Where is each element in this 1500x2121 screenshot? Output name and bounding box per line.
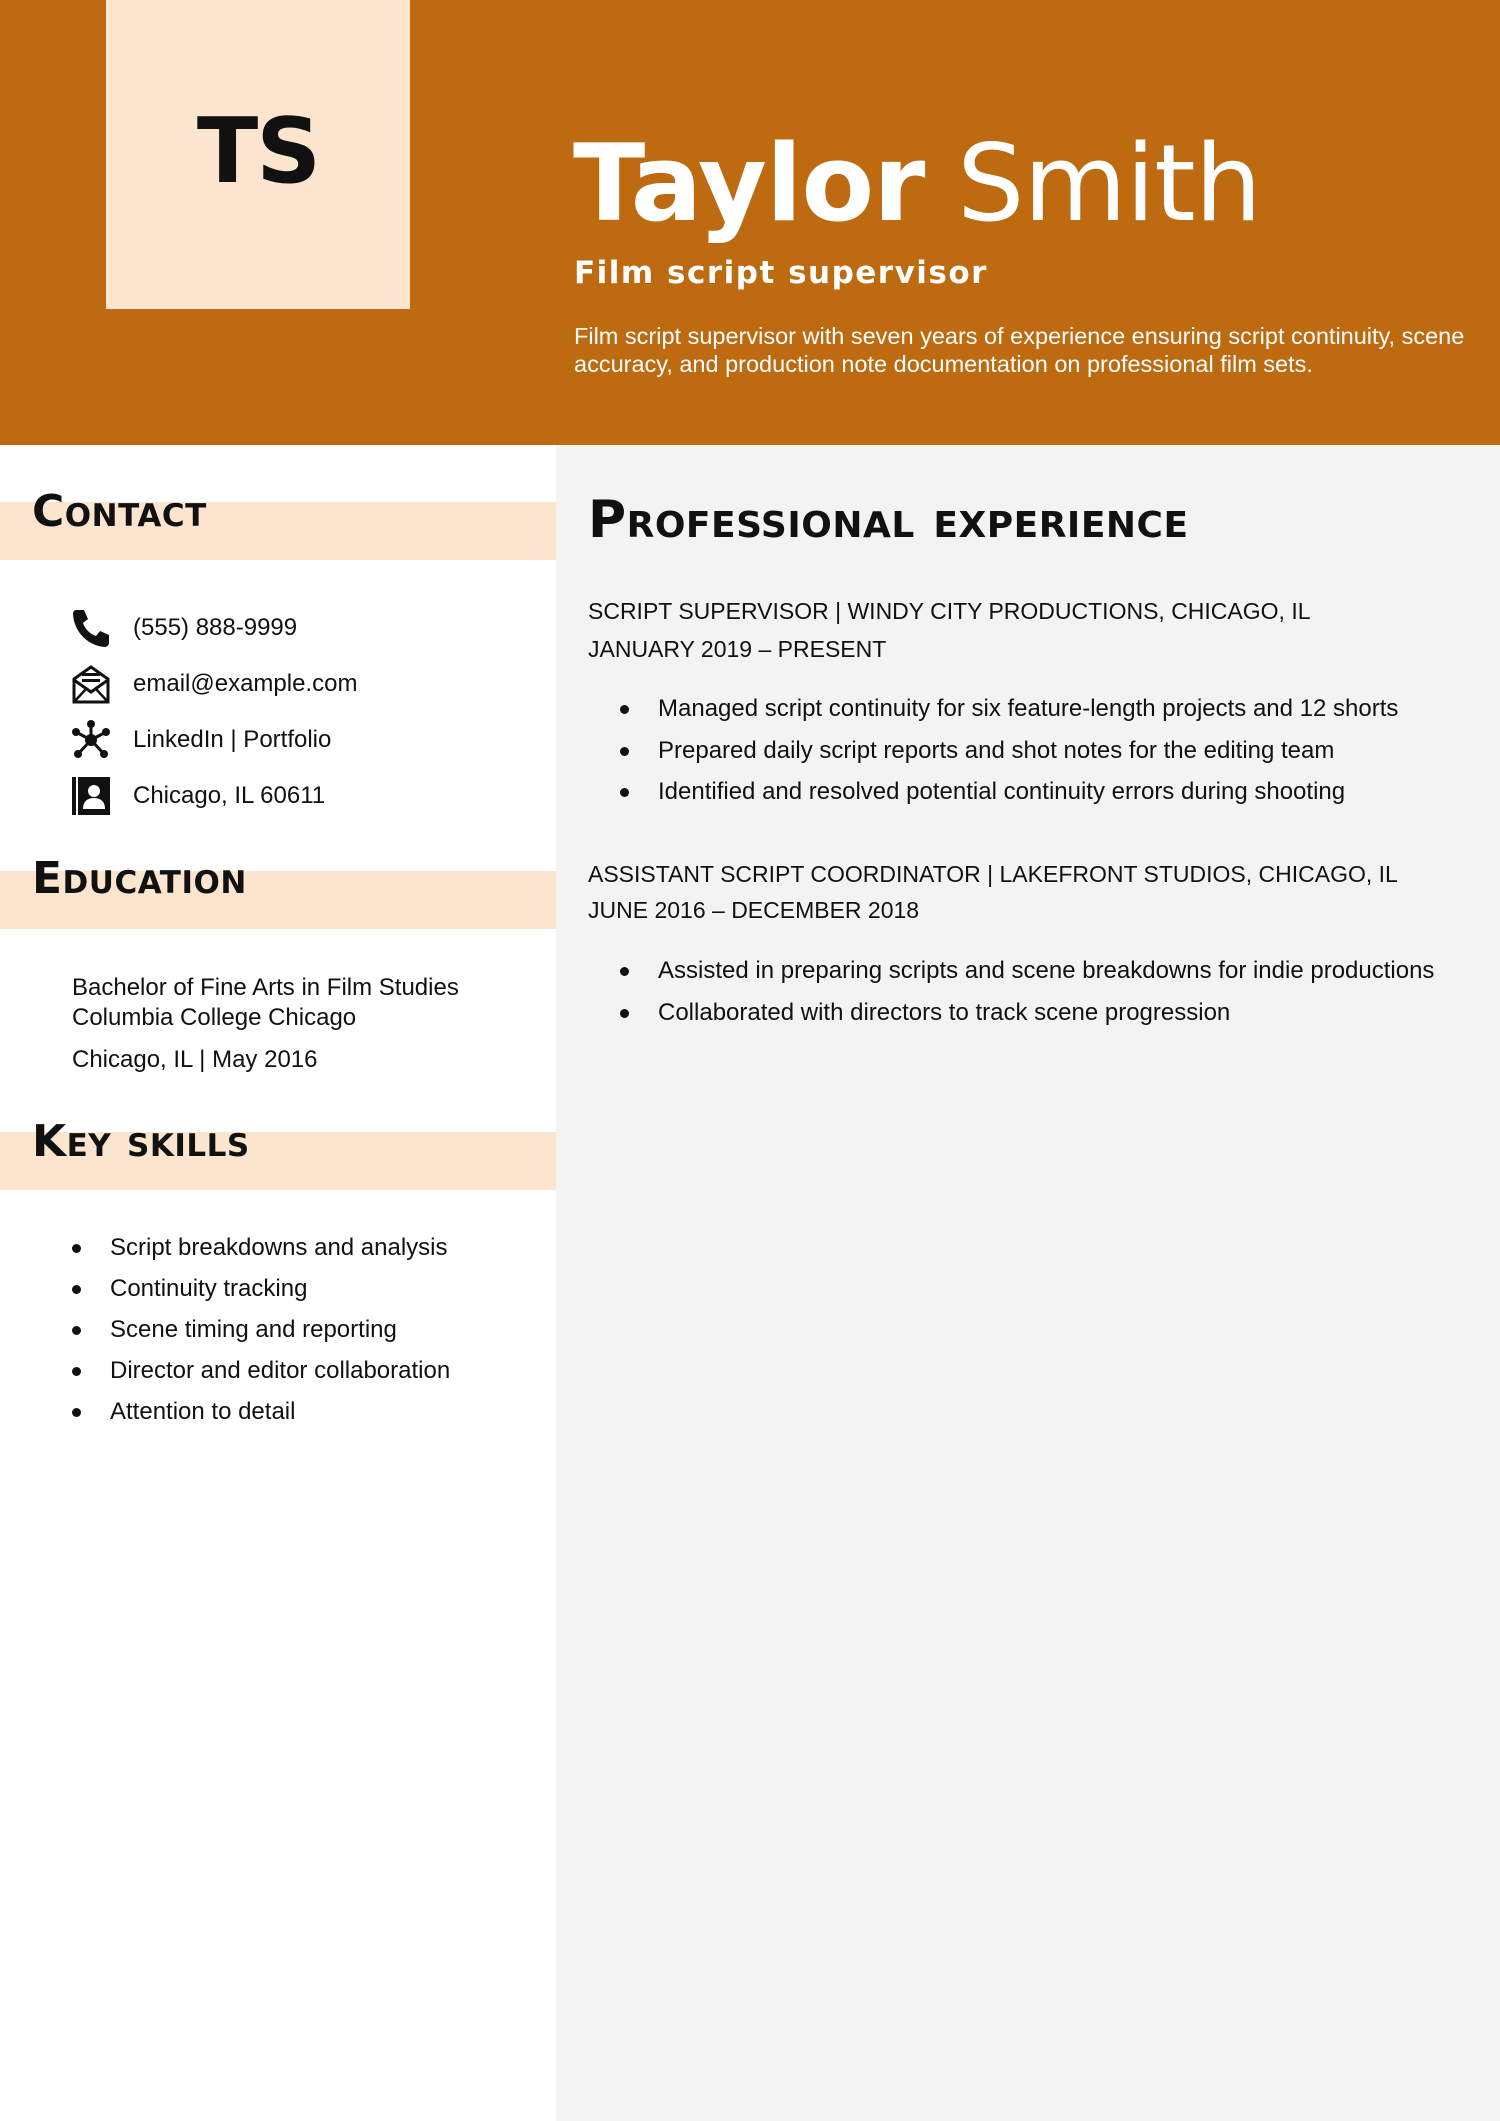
links-text: LinkedIn | Portfolio xyxy=(133,726,332,753)
candidate-name xyxy=(573,120,1261,247)
network-icon xyxy=(70,719,112,761)
initials-monogram xyxy=(106,0,410,309)
contact-links xyxy=(70,718,332,762)
job-bullet: Identified and resolved potential continuity errors during shooting xyxy=(620,775,1398,817)
job-1-role-company: SCRIPT SUPERVISOR | WINDY CITY PRODUCTIONS, CHICAGO, IL xyxy=(588,598,1311,624)
job-2-bullets xyxy=(620,954,1434,1037)
professional-summary: Film script supervisor with seven years of experience ensuring script continuity, scene accuracy, and production note documentation on professional film sets. xyxy=(574,323,1465,377)
contact-phone xyxy=(70,606,298,650)
skills-list xyxy=(72,1231,450,1436)
job-2-dates: JUNE 2016 – DECEMBER 2018 xyxy=(588,897,920,923)
header-banner xyxy=(0,0,1500,445)
skill-item: Scene timing and reporting xyxy=(72,1313,450,1354)
job-1-dates: JANUARY 2019 – PRESENT xyxy=(588,636,887,662)
job-2-role-company: ASSISTANT SCRIPT COORDINATOR | LAKEFRONT STUDIOS, CHICAGO, IL xyxy=(588,861,1398,887)
job-title: Film script supervisor xyxy=(574,255,988,291)
contact-email xyxy=(70,662,358,706)
envelope-icon xyxy=(70,663,112,705)
phone-number: (555) 888-9999 xyxy=(133,614,298,641)
skill-item: Script breakdowns and analysis xyxy=(72,1231,450,1272)
education-school: Columbia College Chicago xyxy=(72,1004,357,1031)
job-bullet: Assisted in preparing scripts and scene breakdowns for indie productions xyxy=(620,954,1434,996)
education-heading: Education xyxy=(32,853,247,904)
experience-heading: Professional experience xyxy=(588,490,1189,550)
phone-icon xyxy=(70,607,112,649)
skill-item: Attention to detail xyxy=(72,1395,450,1436)
first-name: Taylor xyxy=(573,122,925,245)
contact-card-icon xyxy=(70,775,112,817)
job-bullet: Managed script continuity for six feature-length projects and 12 shorts xyxy=(620,692,1398,734)
contact-heading: Contact xyxy=(32,486,207,537)
education-degree: Bachelor of Fine Arts in Film Studies xyxy=(72,974,459,1001)
contact-address xyxy=(70,774,326,818)
address-text: Chicago, IL 60611 xyxy=(133,782,326,809)
initials-text: TS xyxy=(196,99,320,204)
job-bullet: Prepared daily script reports and shot notes for the editing team xyxy=(620,734,1398,776)
skill-item: Continuity tracking xyxy=(72,1272,450,1313)
skill-item: Director and editor collaboration xyxy=(72,1354,450,1395)
job-1-bullets xyxy=(620,692,1398,817)
skills-heading: Key skills xyxy=(32,1116,250,1167)
email-address: email@example.com xyxy=(133,670,358,697)
job-bullet: Collaborated with directors to track scene progression xyxy=(620,996,1434,1038)
education-location-date: Chicago, IL | May 2016 xyxy=(72,1046,318,1073)
last-name: Smith xyxy=(957,122,1261,245)
